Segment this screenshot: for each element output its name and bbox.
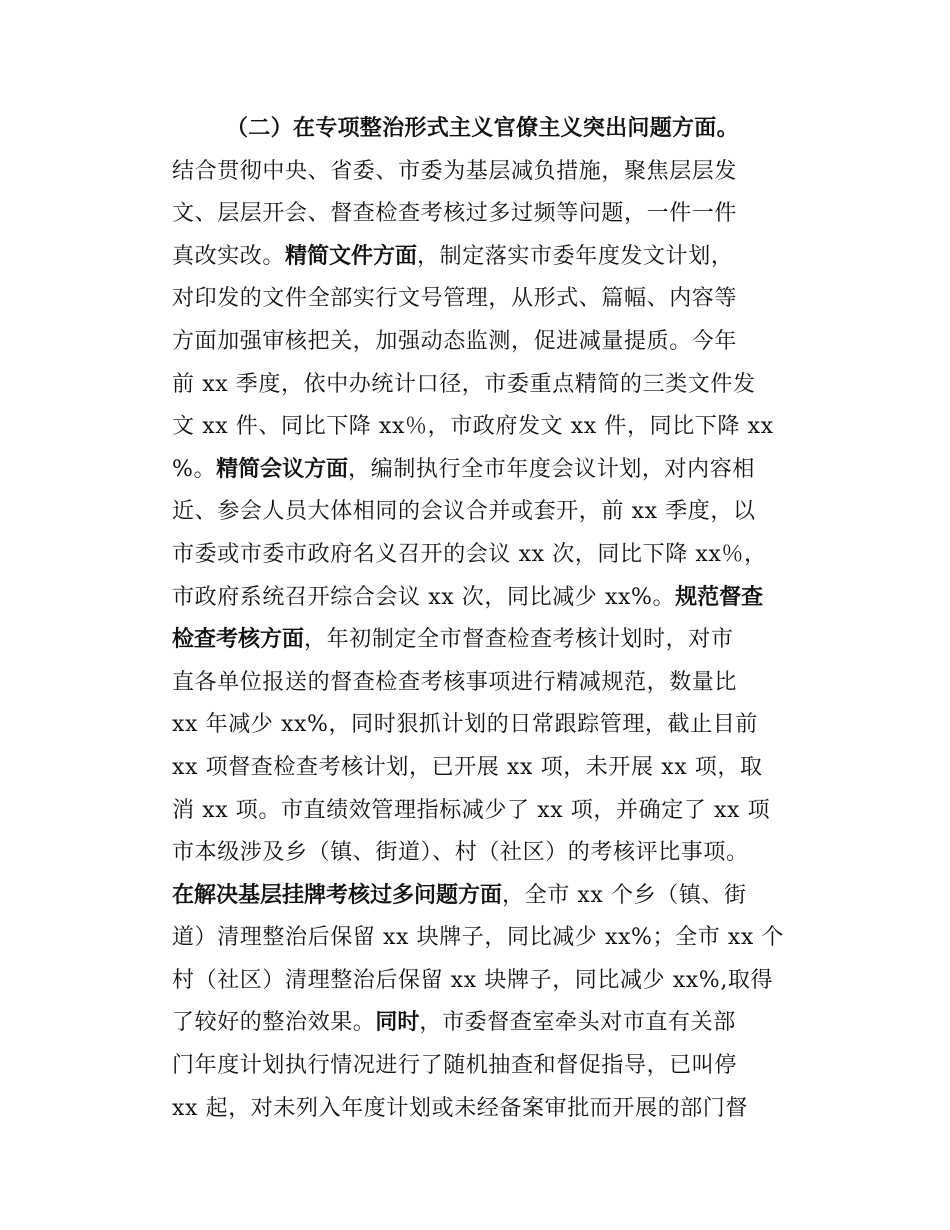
text-line <box>172 321 812 364</box>
text-run: 文 xx 件、同比下降 xx％，市政府发文 xx 件，同比下降 xx <box>172 414 774 440</box>
bold-lead-phrase: 精简会议方面 <box>216 456 349 482</box>
text-run: ，全市 xx 个乡（镇、街 <box>502 882 747 908</box>
text-run: 市委或市委市政府名义召开的会议 xx 次，同比下降 xx％， <box>172 541 767 567</box>
text-line <box>172 151 812 194</box>
text-line <box>172 364 812 407</box>
text-run: 结合贯彻中央、省委、市委为基层减负措施，聚焦层层发 <box>172 158 738 184</box>
text-run: ，制定落实市委年度发文计划， <box>417 243 734 269</box>
text-line <box>172 1088 812 1131</box>
text-line <box>172 406 812 449</box>
text-run: ，年初制定全市督查检查考核计划时，对市 <box>304 627 734 653</box>
text-line <box>172 449 812 492</box>
text-line <box>172 662 812 705</box>
section-heading-line <box>172 108 812 151</box>
text-run: 直各单位报送的督查检查考核事项进行精减规范，数量比 <box>172 669 738 695</box>
text-line <box>172 491 812 534</box>
text-line <box>172 193 812 236</box>
bold-lead-phrase: 同时 <box>375 1010 420 1036</box>
text-run: 真改实改。 <box>172 243 286 269</box>
text-run: 消 xx 项。市直绩效管理指标减少了 xx 项，并确定了 xx 项 <box>172 797 771 823</box>
text-run: ，编制执行全市年度会议计划，对内容相 <box>348 456 755 482</box>
text-line <box>172 278 812 321</box>
text-run: 门年度计划执行情况进行了随机抽查和督促指导，已叫停 <box>172 1053 738 1079</box>
text-run: 近、参会人员大体相同的会议合并或套开，前 xx 季度，以 <box>172 499 756 525</box>
bold-lead-phrase: 检查考核方面 <box>172 627 305 653</box>
bold-lead-phrase: 精简文件方面 <box>285 243 418 269</box>
text-run: 道）清理整治后保留 xx 块牌子，同比减少 xx%；全市 xx 个 <box>172 925 785 951</box>
text-line <box>172 832 812 875</box>
text-run: xx 起，对未列入年度计划或未经备案审批而开展的部门督 <box>172 1095 749 1121</box>
text-line <box>172 534 812 577</box>
text-run: %。 <box>172 456 217 482</box>
text-run: 对印发的文件全部实行文号管理，从形式、篇幅、内容等 <box>172 286 738 312</box>
text-line <box>172 917 812 960</box>
text-line <box>172 236 812 279</box>
body-paragraph <box>172 108 812 1130</box>
text-line <box>172 704 812 747</box>
text-run: 市政府系统召开综合会议 xx 次，同比减少 xx%。 <box>172 584 676 610</box>
text-line <box>172 960 812 1003</box>
text-run: 市本级涉及乡（镇、街道）、村（社区）的考核评比事项。 <box>172 840 749 866</box>
text-run: 前 xx 季度，依中办统计口径，市委重点精简的三类文件发 <box>172 371 756 397</box>
text-line <box>172 619 812 662</box>
text-line <box>172 875 812 918</box>
text-line <box>172 577 812 620</box>
text-line <box>172 1045 812 1088</box>
text-run: 村（社区）清理整治后保留 xx 块牌子，同比减少 xx%,取得 <box>172 967 774 993</box>
text-line <box>172 1002 812 1045</box>
section-heading: （二）在专项整治形式主义官僚主义突出问题方面。 <box>226 116 739 141</box>
bold-lead-phrase: 在解决基层挂牌考核过多问题方面 <box>172 882 503 908</box>
text-line <box>172 747 812 790</box>
text-run: 方面加强审核把关，加强动态监测，促进减量提质。今年 <box>172 328 738 354</box>
text-run: 了较好的整治效果。 <box>172 1010 376 1036</box>
text-run: ，市委督查室牵头对市直有关部 <box>419 1010 736 1036</box>
text-line <box>172 790 812 833</box>
text-run: xx 年减少 xx%，同时狠抓计划的日常跟踪管理，截止目前 <box>172 712 758 738</box>
bold-lead-phrase: 规范督查 <box>675 584 764 610</box>
text-run: xx 项督查检查考核计划，已开展 xx 项，未开展 xx 项，取 <box>172 754 763 780</box>
text-run: 文、层层开会、督查检查考核过多过频等问题，一件一件 <box>172 201 738 227</box>
